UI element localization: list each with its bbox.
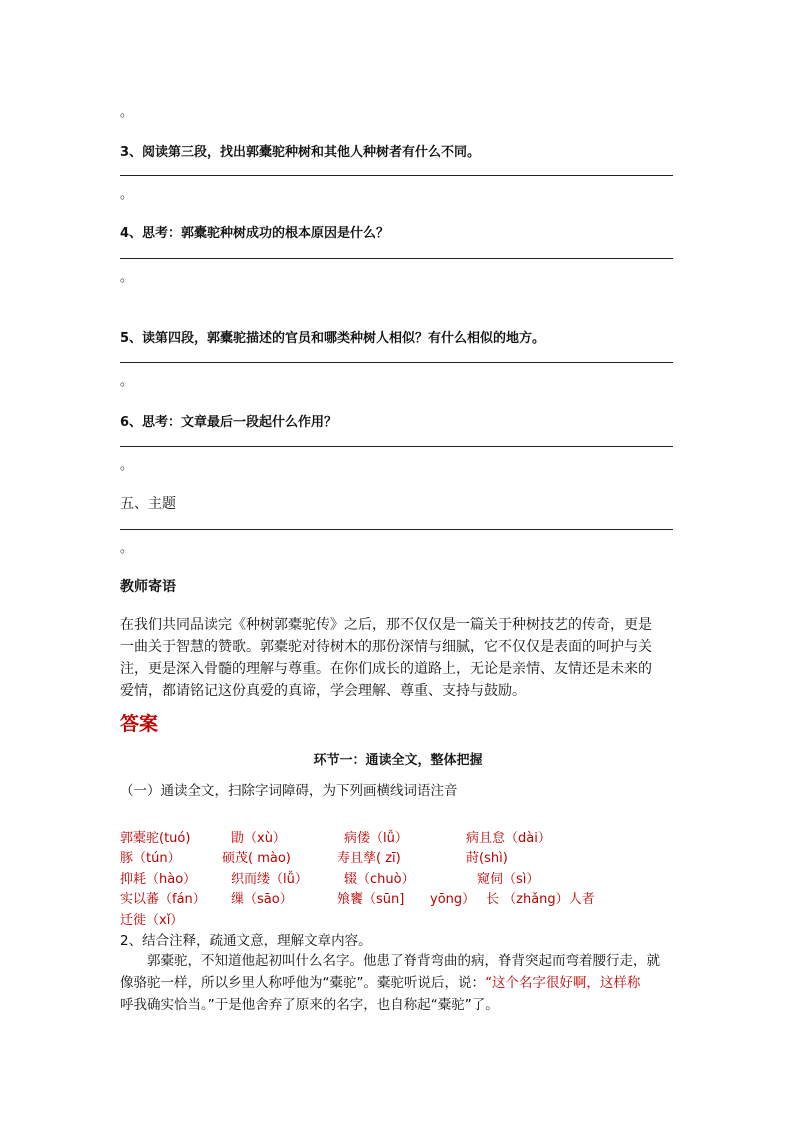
answer-line-3 [120,175,673,176]
translation-line: 呼我确实恰当。”于是他舍弃了原来的名字，也自称起“橐驼”了。 [120,997,499,1013]
pinyin-item: 豚（tún） [120,851,181,866]
pinyin-item: 病且怠（dài） [466,831,551,846]
pinyin-item: 郭橐驼(tuó) [120,831,191,846]
blank-end-dot: 。 [120,187,134,202]
teacher-heading: 教师寄语 [120,579,176,595]
teacher-line: 注，更是深入骨髓的理解与尊重。在你们成长的道路上，无论是亲情、友情还是未来的 [120,661,652,677]
question-4: 4、思考：郭橐驼种树成功的根本原因是什么？ [120,226,390,241]
answer-line-6 [120,446,673,447]
answer-line-4 [120,258,673,259]
pinyin-item: 迁徙（xǐ） [120,913,184,928]
answer-line-5 [120,362,673,363]
section-heading: 环节一：通读全文，整体把握 [313,753,483,768]
teacher-line: 在我们共同品读完《种树郭橐驼传》之后，那不仅仅是一篇关于种树技艺的传奇，更是 [120,617,652,633]
pinyin-item: 寿且孳( zī) [337,851,401,866]
sub-heading-2: 2、结合注释，疏通文意，理解文章内容。 [120,933,372,949]
question-6: 6、思考：文章最后一段起什么作用？ [120,415,338,430]
teacher-line: 一曲关于智慧的赞歌。郭橐驼对待树木的那份深情与细腻，它不仅仅是表面的呵护与关 [120,639,652,655]
translation-line: 郭橐驼，不知道他起初叫什么名字。他患了脊背弯曲的病，脊背突起而弯着腰行走，就 [147,953,660,969]
pinyin-item: yōng） [430,892,476,907]
answer-line-theme [120,529,673,530]
pinyin-item: 辍（chuò） [344,872,415,887]
pinyin-item: 窥伺（sì） [477,872,540,887]
pinyin-item: 飧饔（sūn] [337,892,405,907]
blank-end-dot: 。 [120,541,134,556]
translation-line [120,972,676,994]
translation-paragraph [120,950,676,1016]
sub-heading-1: （一）通读全文，扫除字词障碍，为下列画横线词语注音 [120,783,458,799]
question-5: 5、读第四段，郭橐驼描述的官员和哪类种树人相似？有什么相似的地方。 [120,331,546,346]
blank-end-dot: 。 [120,270,134,285]
pinyin-item: 缫（sāo） [231,892,293,907]
pinyin-item: 抑耗（hào） [120,872,197,887]
translation-text: 像骆驼一样，所以乡里人称呼他为“橐驼”。橐驼听说后，说： [120,975,485,991]
theme-heading: 五、主题 [120,496,176,512]
pinyin-item: 莳(shì) [466,851,508,866]
blank-end-dot: 。 [120,105,134,120]
teacher-line: 爱情，都请铭记这份真爱的真谛，学会理解、尊重、支持与鼓励。 [120,683,526,699]
blank-end-dot: 。 [120,374,134,389]
pinyin-item: 实以蕃（fán） [120,892,206,907]
blank-end-dot: 。 [120,458,134,473]
pinyin-item: 长 （zhǎng）人者 [486,892,595,907]
question-3: 3、阅读第三段，找出郭橐驼种树和其他人种树者有什么不同。 [120,145,481,160]
answer-title: 答案 [120,713,159,735]
pinyin-item: 织而缕（lǚ） [231,872,308,887]
pinyin-item: 硕茂( mào) [222,851,291,866]
pinyin-item: 病偻（lǚ） [344,831,408,846]
translation-quote: “这个名字很好啊，这样称 [485,975,641,991]
pinyin-item: 勖（xù） [231,831,286,846]
teacher-message [120,614,676,702]
